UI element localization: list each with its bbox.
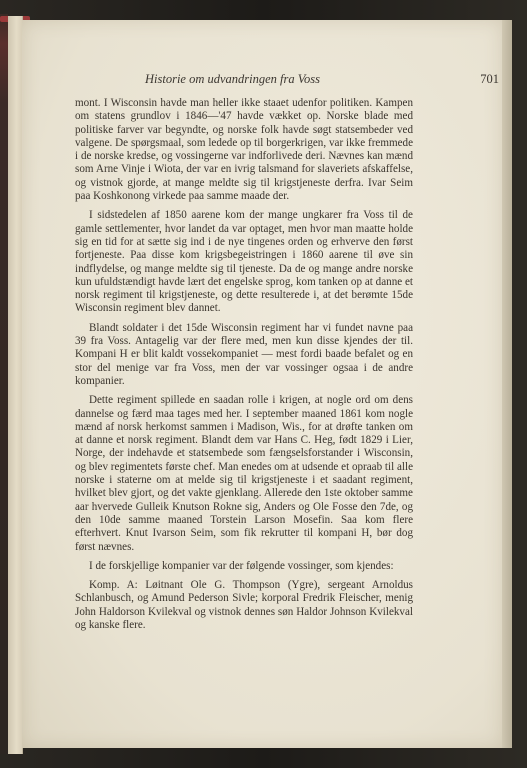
paragraph: I de forskjellige kompanier var der følgende vossinger, som kjendes: [89, 559, 394, 572]
paragraph: mont. I Wisconsin havde man heller ikke staaet udenfor politiken. Kampen om statens grundlov i 1846—'47 havde vækket op. Norske blade med politiske farver var begyndte, og norske folk havde søgt statsembeder ved valgene. De spørgsmaal, som ledede op til borgerkrigen, var ikke fremmede i de norske kredse, og vossingerne var indforlivede deri. Nævnes kan mænd som Arne Vinje i Wiota, der var en ivrig talsmand for slaveriets afskaffelse, og vistnok gjorde, at mange meldte sig til krigstjeneste derfra. Ivar Seim paa Koshkonong virkede paa samme maade der. [75, 97, 413, 203]
paragraph: Blandt soldater i det 15de Wisconsin regiment har vi fundet navne paa 39 fra Voss. Antagelig var der flere med, men kun disse kjendes der til. Kompani H er blit kaldt vossekompaniet — mest fordi baade befalet og en stor del menige var fra Voss, men der var vossinger ogsaa i de andre kompanier. [75, 321, 413, 387]
book-spine [0, 14, 8, 754]
page-number: 701 [480, 72, 499, 86]
body-text [75, 97, 413, 638]
running-title: Historie om udvandringen fra Voss [145, 72, 320, 86]
paragraph: Komp. A: Løitnant Ole G. Thompson (Ygre), sergeant Arnoldus Schlanbusch, og Amund Pederson Sivle; korporal Fredrik Fleischer, menig John Haldorson Kvilekval og vistnok dennes søn Haldor Johnson Kvilekval og kanske flere. [75, 579, 413, 631]
paragraph: Dette regiment spillede en saadan rolle i krigen, at nogle ord om dens dannelse og færd maa tages med her. I september maaned 1861 kom nogle mænd af norsk herkomst sammen i Madison, Wis., for at drøfte tanken om at danne et norsk regiment. Blandt dem var Hans C. Heg, født 1829 i Lier, Norge, der indehavde et statsembede som fængselsforstander i Wisconsin, og blev regimentets første chef. Man enedes om at udsende et opraab til alle norske i staterne om at melde sig til krigstjeneste i et saadant regiment, hvilket blev gjort, og det vakte gjenklang. Allerede den 1ste oktober samme aar hvervede Gulleik Knutson Rokne sig, Anders og Ole Fosse den 7de, og den 10de samme maaned Torstein Larson Mosefin. Saa kom flere efterhvert. Knut Ivarson Seim, som fik rekrutter til kompani H, bør dog først nævnes. [75, 394, 413, 553]
right-page-edge [502, 20, 512, 748]
paragraph: I sidstedelen af 1850 aarene kom der mange ungkarer fra Voss til de gamle settlementer, hvor landet da var optaget, men hvor man maatte holde sig en tid for at sætte sig ind i de nye tingenes orden og erhverve den først fortjeneste. Paa disse kom krigsbegeistringen i 1860 aarene til øve sin indflydelse, og mange meldte sig til tjeneste. Da de og mange andre norske kun ufuldstændigt havde lært det engelske sprog, kom tanken op at danne et norsk regiment til krigstjeneste, og dette resulterede i, at det berømte 15de Wisconsin regiment blev dannet. [75, 209, 413, 315]
left-page-edge [8, 16, 23, 754]
running-head [75, 72, 506, 88]
